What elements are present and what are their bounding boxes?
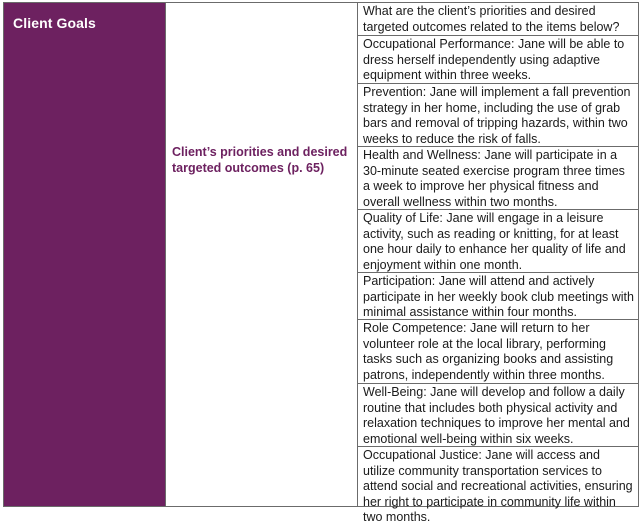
subsection-cell <box>166 3 358 506</box>
goal-quality-of-life: Quality of Life: Jane will engage in a leisure activity, such as reading or knitting, for at least one hour daily to enhance her quality of life and enjoyment within one month. <box>358 210 638 273</box>
goal-well-being: Well-Being: Jane will develop and follow a daily routine that includes both physical activity and relaxation techniques to improve her mental and emotional well-being within six weeks. <box>358 384 638 447</box>
section-title: Client Goals <box>13 15 96 31</box>
goal-prompt: What are the client’s priorities and desired targeted outcomes related to the items below? <box>358 3 638 36</box>
section-header-cell <box>4 3 166 506</box>
goal-occupational-performance: Occupational Performance: Jane will be able to dress herself independently using adaptive equipment within three weeks. <box>358 36 638 84</box>
goal-occupational-justice: Occupational Justice: Jane will access and utilize community transportation services to attend social and recreational activities, ensuring her right to participate in community life within two months. <box>363 448 633 525</box>
client-goals-table <box>3 2 639 525</box>
goals-column <box>358 3 638 525</box>
goal-role-competence: Role Competence: Jane will return to her volunteer role at the local library, performing tasks such as organizing books and assisting patrons, independently within three months. <box>358 320 638 384</box>
subsection-label: Client’s priorities and desired targeted outcomes (p. 65) <box>172 145 348 175</box>
goal-prevention: Prevention: Jane will implement a fall prevention strategy in her home, including the use of grab bars and removal of tripping hazards, within two weeks to reduce the risk of falls. <box>358 84 638 147</box>
goal-participation: Participation: Jane will attend and actively participate in her weekly book club meetings with minimal assistance within four months. <box>358 273 638 320</box>
goal-health-wellness: Health and Wellness: Jane will participate in a 30-minute seated exercise program three times a week to improve her physical fitness and overall wellness within two months. <box>358 147 638 210</box>
